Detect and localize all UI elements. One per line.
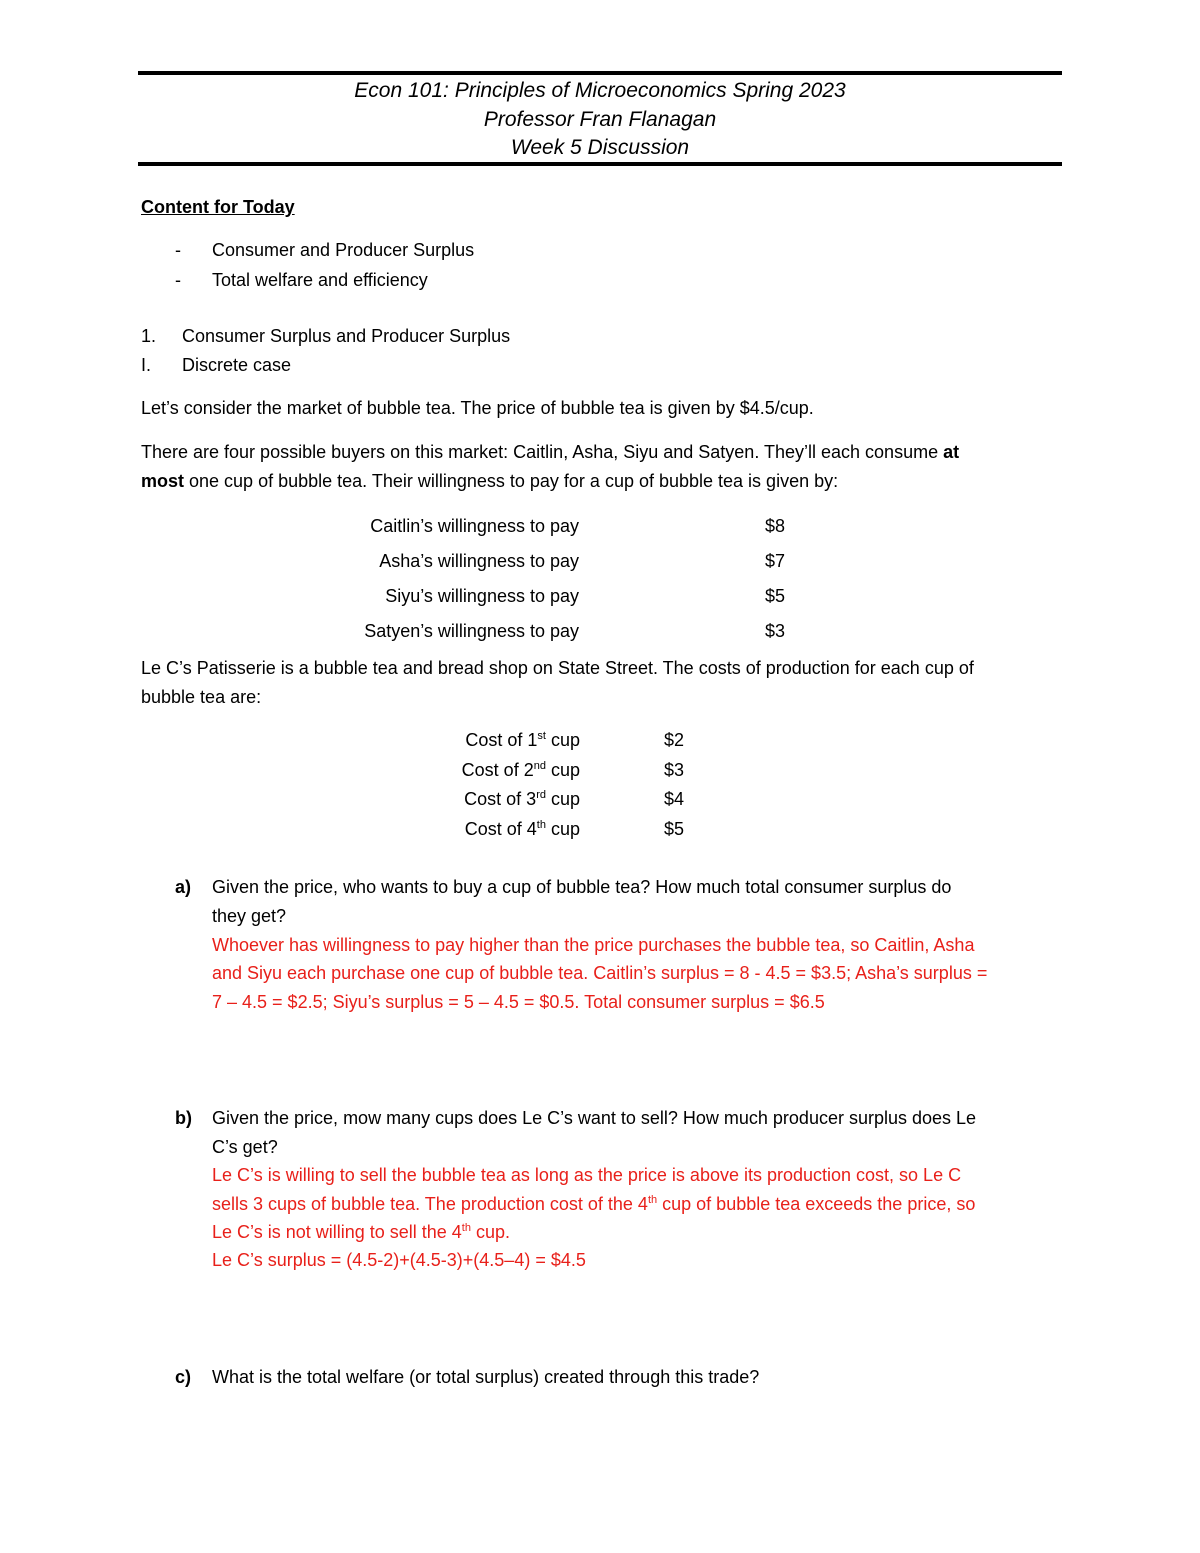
buyers-paragraph-line2 xyxy=(141,468,838,494)
answer-a-text: and Siyu each purchase one cup of bubble tea. Caitlin’s surplus = 8 - 4.5 = $3.5; Asha’s surplus = xyxy=(212,963,988,983)
wtp-value: $3 xyxy=(765,621,786,641)
shop-paragraph-line1: Le C’s Patisserie is a bubble tea and bread shop on State Street. The costs of production for each cup of xyxy=(141,658,974,678)
cost-value: $2 xyxy=(664,730,685,750)
cost-label: Cost of 2nd cup xyxy=(461,760,580,780)
answer-b-text: sells 3 cups of bubble tea. The production cost of the 4th cup of bubble tea exceeds the price, so xyxy=(212,1194,976,1214)
professor-name: Professor Fran Flanagan xyxy=(483,108,717,131)
wtp-label: Caitlin’s willingness to pay xyxy=(370,516,579,536)
answer-a-text: 7 – 4.5 = $2.5; Siyu’s surplus = 5 – 4.5 = $0.5. Total consumer surplus = $6.5 xyxy=(212,992,825,1012)
cost-label: Cost of 3rd cup xyxy=(464,789,580,809)
content-heading: Content for Today xyxy=(141,197,295,217)
bullet-marker: - xyxy=(175,270,181,290)
cost-value: $5 xyxy=(664,819,685,839)
subsection-number: I. xyxy=(141,355,152,375)
wtp-label: Siyu’s willingness to pay xyxy=(385,586,579,606)
header-bottom-rule xyxy=(138,162,1062,166)
bullet-item: Total welfare and efficiency xyxy=(212,270,428,290)
answer-b-text: Le C’s is willing to sell the bubble tea as long as the price is above its production cost, so Le C xyxy=(212,1165,962,1185)
question-a-text: they get? xyxy=(212,906,287,926)
subsection-title: Discrete case xyxy=(182,355,292,375)
question-a-text: Given the price, who wants to buy a cup of bubble tea? How much total consumer surplus do xyxy=(212,877,952,897)
bullet-item: Consumer and Producer Surplus xyxy=(212,240,475,260)
buyers-text: one cup of bubble tea. Their willingness to pay for a cup of bubble tea is given by: xyxy=(184,471,839,491)
wtp-value: $7 xyxy=(765,551,786,571)
question-c-label: c) xyxy=(175,1367,192,1387)
cost-label: Cost of 1st cup xyxy=(465,730,580,750)
answer-a-text: Whoever has willingness to pay higher than the price purchases the bubble tea, so Caitlin, Asha xyxy=(212,935,975,955)
wtp-value: $8 xyxy=(765,516,786,536)
bullet-marker: - xyxy=(175,240,181,260)
intro-paragraph: Let’s consider the market of bubble tea. The price of bubble tea is given by $4.5/cup. xyxy=(141,398,814,418)
question-b-label: b) xyxy=(175,1108,192,1128)
question-a-label: a) xyxy=(175,877,192,897)
cost-value: $3 xyxy=(664,760,685,780)
buyers-text: There are four possible buyers on this market: Caitlin, Asha, Siyu and Satyen. They’ll each consume xyxy=(141,442,944,462)
question-b-text: Given the price, mow many cups does Le C’s want to sell? How much producer surplus does Le xyxy=(212,1108,977,1128)
cost-label: Cost of 4th cup xyxy=(464,819,580,839)
cost-value: $4 xyxy=(664,789,685,809)
answer-b-text: Le C’s surplus = (4.5-2)+(4.5-3)+(4.5–4) = $4.5 xyxy=(212,1250,586,1270)
section-number: 1. xyxy=(141,326,157,346)
buyers-emphasis: at xyxy=(943,442,960,462)
course-title: Econ 101: Principles of Microeconomics Spring 2023 xyxy=(354,79,846,102)
question-b-text: C’s get? xyxy=(212,1137,278,1157)
buyers-emphasis: most xyxy=(141,471,185,491)
wtp-label: Satyen’s willingness to pay xyxy=(364,621,579,641)
buyers-paragraph-line1 xyxy=(141,439,959,465)
section-title: Consumer Surplus and Producer Surplus xyxy=(182,326,511,346)
week-title: Week 5 Discussion xyxy=(510,136,690,159)
header-top-rule xyxy=(138,71,1062,75)
question-c-text: What is the total welfare (or total surplus) created through this trade? xyxy=(212,1367,760,1387)
answer-b-text: Le C’s is not willing to sell the 4th cup. xyxy=(212,1222,511,1242)
shop-paragraph-line2: bubble tea are: xyxy=(141,687,262,707)
wtp-value: $5 xyxy=(765,586,786,606)
wtp-label: Asha’s willingness to pay xyxy=(379,551,579,571)
